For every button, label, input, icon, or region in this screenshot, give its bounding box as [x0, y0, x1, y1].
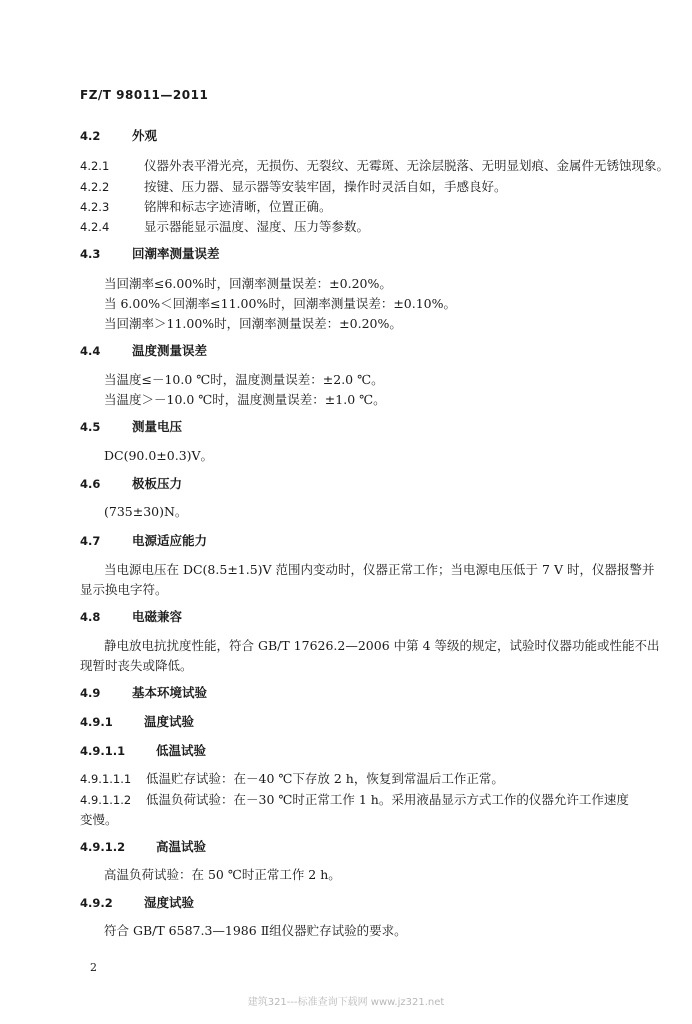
section-heading	[80, 246, 220, 262]
clause-number: 4.2.3	[80, 200, 110, 214]
section-title: 高温试验	[156, 839, 207, 854]
clause-number: 4.2.1	[80, 159, 110, 173]
section-heading	[80, 895, 194, 911]
paragraph-line: 当温度＞－10.0 ℃时，温度测量误差：±1.0 ℃。	[104, 392, 386, 407]
section-number: 4.9.2	[80, 896, 113, 910]
section-title: 测量电压	[132, 419, 183, 434]
section-title: 回潮率测量误差	[132, 246, 220, 261]
section-number: 4.9	[80, 686, 101, 700]
section-title: 湿度试验	[144, 895, 195, 910]
clause-text: 显示器能显示温度、湿度、压力等参数。	[144, 219, 370, 234]
section-number: 4.3	[80, 247, 101, 261]
paragraph-line: 静电放电抗扰度性能，符合 GB/T 17626.2—2006 中第 4 等级的规定，试验时仪器功能或性能不出	[104, 638, 660, 653]
clause	[80, 219, 369, 235]
section-title: 低温试验	[156, 743, 207, 758]
section-heading	[80, 476, 182, 492]
section-number: 4.5	[80, 420, 101, 434]
paragraph-line: (735±30)N。	[104, 504, 188, 519]
paragraph-line: 当 6.00%＜回潮率≤11.00%时，回潮率测量误差：±0.10%。	[104, 296, 457, 311]
paragraph-line: 变慢。	[80, 812, 118, 827]
clause-number: 4.2.2	[80, 180, 110, 194]
section-number: 4.6	[80, 477, 101, 491]
page-number: 2	[90, 961, 97, 974]
section-title: 电磁兼容	[132, 609, 183, 624]
section-title: 基本环境试验	[132, 685, 208, 700]
section-number: 4.7	[80, 534, 101, 548]
clause	[80, 792, 629, 808]
section-number: 4.9.1.1	[80, 744, 126, 758]
paragraph-line: 现暂时丧失或降低。	[80, 658, 193, 673]
section-heading	[80, 714, 194, 730]
section-heading	[80, 839, 206, 855]
clause-number: 4.2.4	[80, 220, 110, 234]
section-heading	[80, 343, 207, 359]
section-title: 电源适应能力	[132, 533, 208, 548]
section-heading	[80, 128, 157, 144]
clause	[80, 199, 332, 215]
clause-text: 铭牌和标志字迹清晰，位置正确。	[144, 199, 332, 214]
section-heading	[80, 743, 206, 759]
clause-text: 按键、压力器、显示器等安装牢固，操作时灵活自如，手感良好。	[144, 179, 507, 194]
clause-text: 仪器外表平滑光亮，无损伤、无裂纹、无霉斑、无涂层脱落、无明显划痕、金属件无锈蚀现象。	[144, 158, 670, 173]
section-number: 4.8	[80, 610, 101, 624]
watermark-text: 建筑321---标准查询下载网 www.jz321.net	[247, 997, 445, 1008]
paragraph-line: 高温负荷试验：在 50 ℃时正常工作 2 h。	[104, 867, 341, 882]
section-heading	[80, 533, 207, 549]
section-number: 4.9.1.2	[80, 840, 126, 854]
section-title: 温度试验	[144, 714, 195, 729]
section-heading	[80, 419, 182, 435]
section-title: 极板压力	[132, 476, 183, 491]
document-code: FZ/T 98011—2011	[80, 88, 209, 102]
section-number: 4.4	[80, 344, 101, 358]
paragraph-line: 符合 GB/T 6587.3—1986 Ⅱ组仪器贮存试验的要求。	[104, 923, 407, 938]
section-title: 温度测量误差	[132, 343, 208, 358]
clause	[80, 771, 504, 787]
clause-text: 低温负荷试验：在－30 ℃时正常工作 1 h。采用液晶显示方式工作的仪器允许工作速度	[146, 792, 629, 807]
clause-number: 4.9.1.1.2	[80, 793, 132, 807]
section-title: 外观	[132, 128, 158, 143]
section-number: 4.9.1	[80, 715, 113, 729]
clause	[80, 158, 669, 174]
clause-text: 低温贮存试验：在－40 ℃下存放 2 h，恢复到常温后工作正常。	[146, 771, 504, 786]
paragraph-line: 当回潮率＞11.00%时，回潮率测量误差：±0.20%。	[104, 316, 402, 331]
clause	[80, 179, 507, 195]
paragraph-line: 显示换电字符。	[80, 582, 168, 597]
paragraph-line: 当回潮率≤6.00%时，回潮率测量误差：±0.20%。	[104, 276, 392, 291]
paragraph-line: 当电源电压在 DC(8.5±1.5)V 范围内变动时，仪器正常工作；当电源电压低于 7 V 时，仪器报警并	[104, 562, 655, 577]
paragraph-line: DC(90.0±0.3)V。	[104, 448, 214, 463]
section-heading	[80, 685, 207, 701]
section-number: 4.2	[80, 129, 101, 143]
section-heading	[80, 609, 182, 625]
paragraph-line: 当温度≤－10.0 ℃时，温度测量误差：±2.0 ℃。	[104, 372, 384, 387]
clause-number: 4.9.1.1.1	[80, 772, 132, 786]
